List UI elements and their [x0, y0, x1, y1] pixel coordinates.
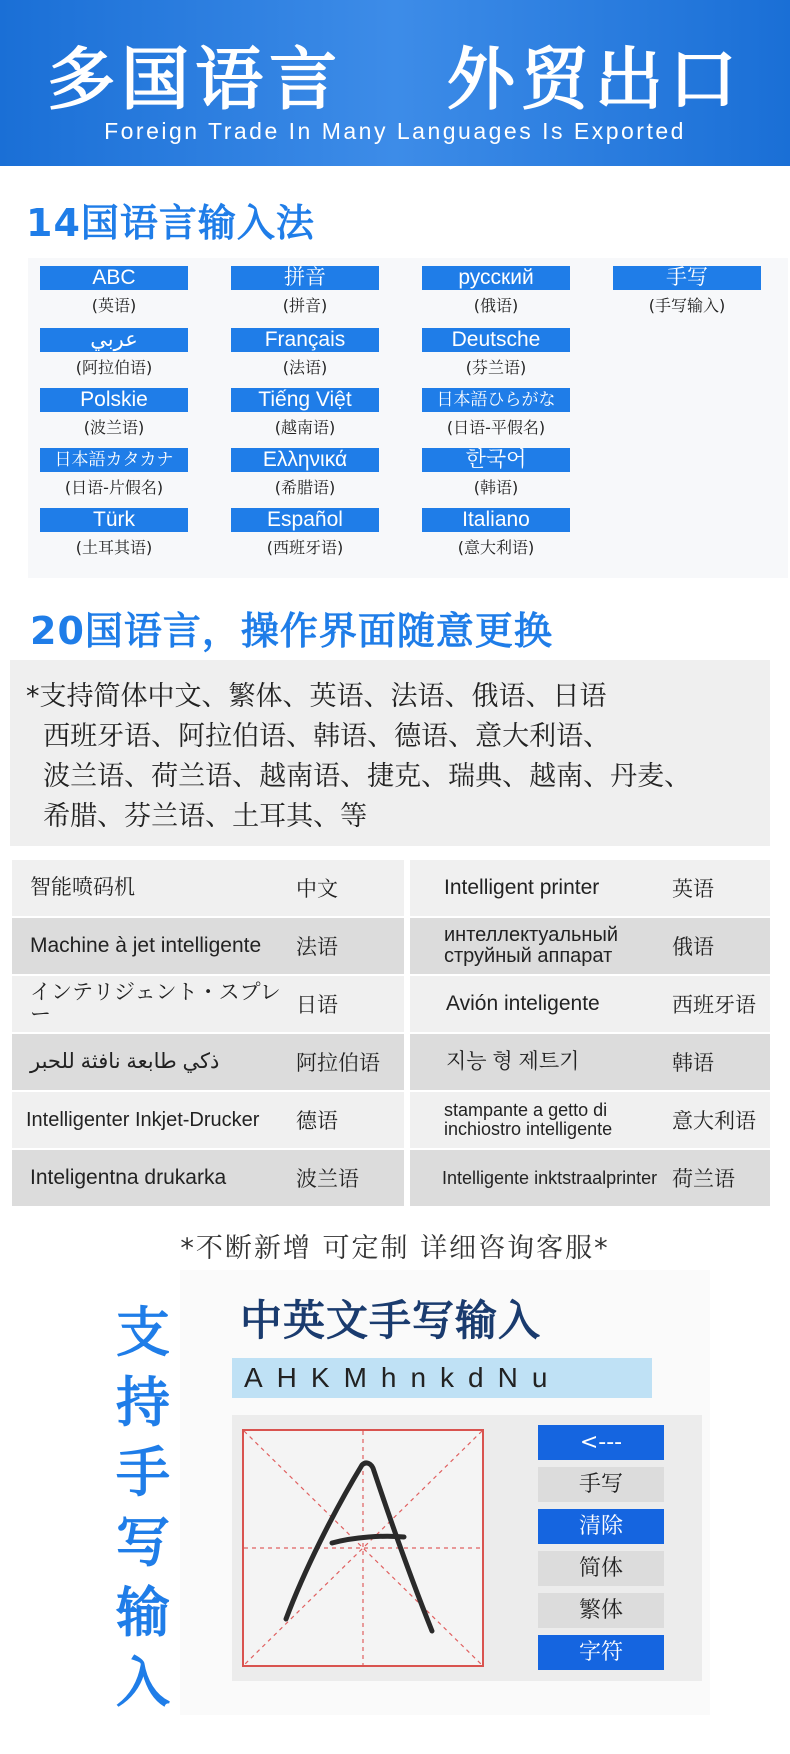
translation-text: Avión inteligente: [446, 991, 600, 1015]
language-caption: (芬兰语): [465, 358, 527, 377]
language-item[interactable]: [422, 266, 570, 316]
language-item[interactable]: [40, 328, 188, 378]
vertical-title-char: 手: [116, 1441, 170, 1504]
vertical-title-char: 写: [116, 1511, 170, 1574]
language-item[interactable]: [422, 388, 570, 438]
table-row: [12, 918, 404, 974]
language-badge: عربي: [40, 328, 188, 352]
section-title-ui-languages: 20国语言，操作界面随意更换: [30, 609, 553, 653]
language-item[interactable]: [231, 266, 379, 316]
language-caption: (希腊语): [274, 478, 336, 497]
translation-text: 智能喷码机: [30, 875, 135, 899]
writing-pad[interactable]: [242, 1429, 484, 1667]
language-badge: Ελληνικά: [231, 448, 379, 472]
language-caption: (西班牙语): [266, 538, 344, 557]
language-badge: Deutsche: [422, 328, 570, 352]
language-badge: Français: [231, 328, 379, 352]
table-row: [12, 860, 404, 916]
language-caption: (阿拉伯语): [75, 358, 153, 377]
candidate-bar[interactable]: AHKMhnkdNu: [232, 1358, 652, 1398]
handwriting-panel-title: 中英文手写输入: [240, 1296, 542, 1345]
handwriting-panel: [180, 1270, 710, 1715]
translation-text: интеллектуальный струйный аппарат: [444, 924, 619, 967]
language-item[interactable]: [40, 448, 188, 498]
translation-language: 意大利语: [672, 1109, 756, 1133]
support-line: 希腊、芬兰语、土耳其、等: [26, 801, 368, 832]
language-item[interactable]: [231, 388, 379, 438]
translation-text: Inteligentna drukarka: [30, 1165, 227, 1189]
language-item[interactable]: [40, 266, 188, 316]
translation-language: 日语: [296, 993, 338, 1017]
table-row: [12, 976, 404, 1032]
language-badge: Español: [231, 508, 379, 532]
table-row: [12, 1150, 404, 1206]
translation-text: Intelligente inktstraalprinter: [442, 1167, 658, 1188]
language-caption: (俄语): [473, 296, 519, 315]
writing-pad-grid: [244, 1431, 482, 1665]
simplified-button[interactable]: 简体: [538, 1551, 664, 1586]
translation-language: 中文: [296, 877, 338, 901]
translation-language: 西班牙语: [672, 993, 756, 1017]
table-row: [410, 1034, 770, 1090]
vertical-title-char: 输: [116, 1581, 170, 1644]
hero-banner: [0, 0, 790, 166]
table-row: [410, 976, 770, 1032]
translation-language: 荷兰语: [672, 1167, 735, 1191]
translation-language: 波兰语: [296, 1167, 359, 1191]
language-caption: (土耳其语): [75, 538, 153, 557]
vertical-title-char: 支: [116, 1301, 170, 1364]
translation-text: Machine à jet intelligente: [30, 933, 262, 957]
translation-table-left: [12, 860, 404, 1210]
handwritten-stroke: [286, 1463, 432, 1631]
handwrite-button[interactable]: 手写: [538, 1467, 664, 1502]
language-item[interactable]: [422, 508, 570, 558]
vertical-title-char: 持: [116, 1371, 170, 1434]
table-row: [12, 1034, 404, 1090]
support-line: 波兰语、荷兰语、越南语、捷克、瑞典、越南、丹麦、: [26, 761, 692, 792]
language-badge: Polskie: [40, 388, 188, 412]
language-item[interactable]: [231, 328, 379, 378]
language-caption: (日语-平假名): [446, 418, 546, 437]
language-item[interactable]: [613, 266, 761, 316]
table-row: [410, 1150, 770, 1206]
table-row: [410, 860, 770, 916]
translation-text: Intelligenter Inkjet-Drucker: [26, 1108, 260, 1131]
language-caption: (波兰语): [83, 418, 145, 437]
symbols-button[interactable]: 字符: [538, 1635, 664, 1670]
table-row: [410, 1092, 770, 1148]
language-badge: Tiếng Việt: [231, 388, 379, 412]
section-title-input-methods: 14国语言输入法: [26, 201, 315, 245]
translation-text: Intelligent printer: [444, 875, 600, 899]
hero-title: 多国语言 外贸出口: [47, 41, 743, 120]
language-caption: (韩语): [473, 478, 519, 497]
translation-text: インテリジェント・スプレー: [30, 980, 281, 1026]
support-line: 西班牙语、阿拉伯语、韩语、德语、意大利语、: [26, 721, 611, 752]
clear-button[interactable]: 清除: [538, 1509, 664, 1544]
backspace-button[interactable]: <---: [538, 1425, 664, 1460]
table-row: [12, 1092, 404, 1148]
language-caption: (日语-片假名): [64, 478, 164, 497]
language-item[interactable]: [40, 388, 188, 438]
translation-language: 英语: [672, 877, 714, 901]
translation-language: 俄语: [672, 935, 714, 959]
traditional-button[interactable]: 繁体: [538, 1593, 664, 1628]
language-grid: [28, 258, 788, 578]
language-caption: (拼音): [282, 296, 328, 315]
language-badge: 拼音: [231, 266, 379, 290]
table-row: [410, 918, 770, 974]
language-item[interactable]: [40, 508, 188, 558]
footnote: *不断新增 可定制 详细咨询客服*: [180, 1233, 610, 1264]
translation-language: 法语: [296, 935, 338, 959]
translation-table-right: [410, 860, 770, 1210]
language-badge: Italiano: [422, 508, 570, 532]
translation-text: 지능 형 제트기: [446, 1049, 580, 1073]
translation-language: 德语: [296, 1109, 338, 1133]
language-badge: русский: [422, 266, 570, 290]
handwritten-stroke: [332, 1536, 404, 1543]
language-badge: ABC: [40, 266, 188, 290]
translation-language: 韩语: [672, 1051, 714, 1075]
language-caption: (英语): [91, 296, 137, 315]
language-item[interactable]: [231, 508, 379, 558]
language-caption: (法语): [282, 358, 328, 377]
language-badge: 한국어: [422, 448, 570, 472]
translation-text: ذكي طابعة نافثة للحبر: [30, 1049, 220, 1073]
translation-language: 阿拉伯语: [296, 1051, 380, 1075]
language-item[interactable]: [231, 448, 379, 498]
language-caption: (越南语): [274, 418, 336, 437]
language-badge: 日本語ひらがな: [422, 388, 570, 412]
supported-languages-box: [10, 660, 770, 846]
hero-subtitle: Foreign Trade In Many Languages Is Exported: [104, 118, 686, 144]
language-caption: (意大利语): [457, 538, 535, 557]
language-caption: (手写输入): [648, 296, 726, 315]
language-item[interactable]: [422, 328, 570, 378]
language-item[interactable]: [422, 448, 570, 498]
language-badge: 日本語カタカナ: [40, 448, 188, 472]
language-badge: 手写: [613, 266, 761, 290]
language-badge: Türk: [40, 508, 188, 532]
handwriting-vertical-title: [108, 1298, 178, 1718]
translation-text: stampante a getto di inchiostro intelligente: [444, 1100, 613, 1139]
vertical-title-char: 入: [116, 1651, 170, 1714]
support-line: *支持简体中文、繁体、英语、法语、俄语、日语: [26, 681, 607, 712]
handwriting-area: [232, 1415, 702, 1681]
